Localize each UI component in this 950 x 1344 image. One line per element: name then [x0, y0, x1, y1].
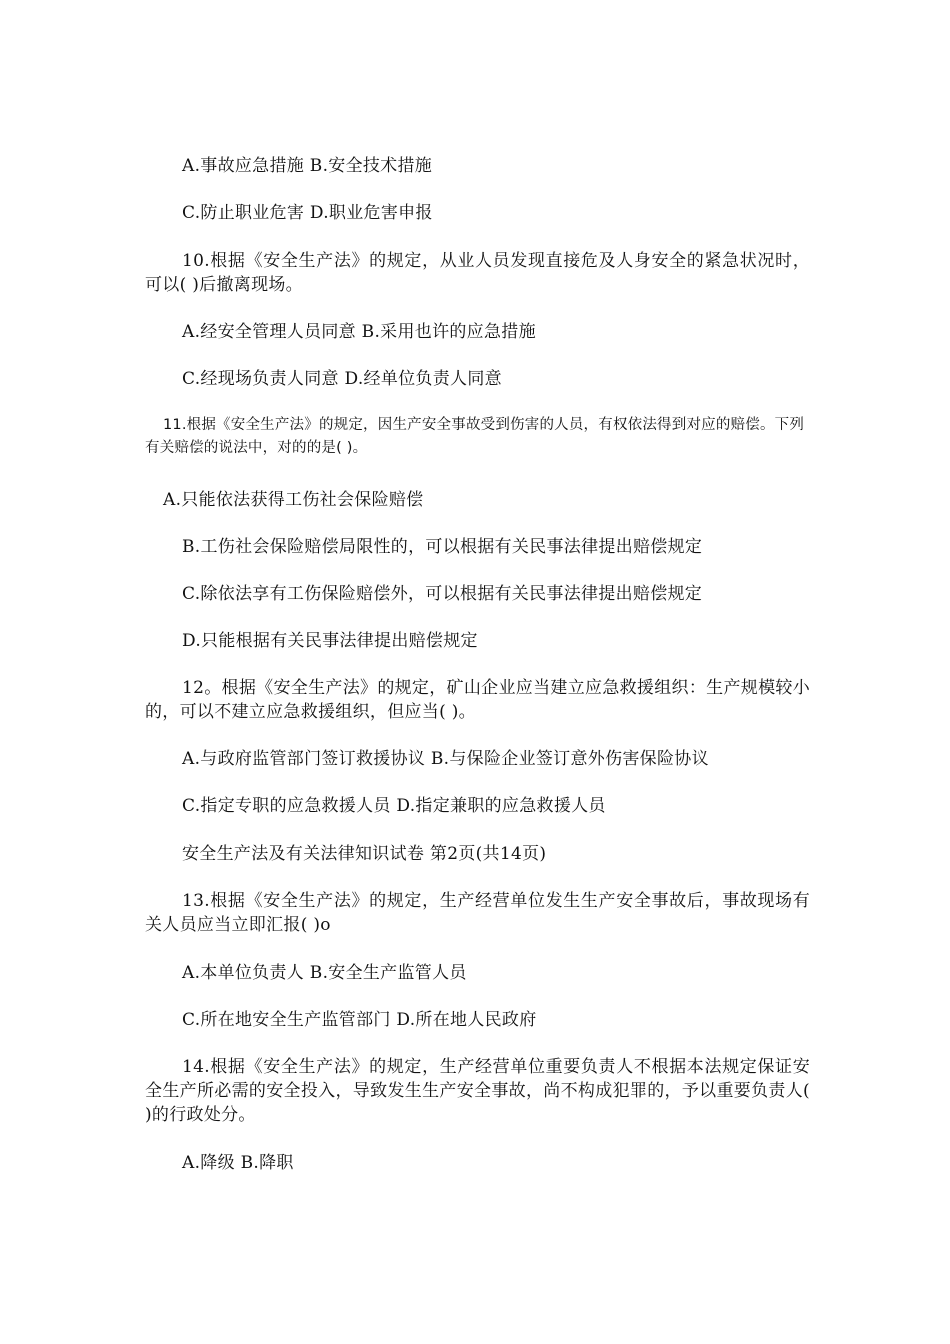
q11-option-b: B.工伤社会保险赔偿局限性的，可以根据有关民事法律提出赔偿规定	[182, 537, 703, 557]
q9-options-cd: C.防止职业危害 D.职业危害申报	[182, 203, 433, 223]
q10-options-cd: C.经现场负责人同意 D.经单位负责人同意	[182, 369, 502, 389]
q11-option-d: D.只能根据有关民事法律提出赔偿规定	[182, 631, 478, 651]
q11-option-c: C.除依法享有工伤保险赔偿外，可以根据有关民事法律提出赔偿规定	[182, 584, 703, 604]
question-11-text: 11.根据《安全生产法》的规定，因生产安全事故受到伤害的人员，有权依法得到对应的赔偿。下列有关赔偿的说法中，对的的是( )。	[145, 417, 805, 456]
question-13-text: 13.根据《安全生产法》的规定，生产经营单位发生生产安全事故后，事故现场有关人员应当立即汇报( )o	[145, 891, 810, 935]
q12-options-cd: C.指定专职的应急救援人员 D.指定兼职的应急救援人员	[182, 796, 606, 816]
q14-options-ab: A.降级 B.降职	[182, 1153, 294, 1173]
question-10-text: 10.根据《安全生产法》的规定，从业人员发现直接危及人身安全的紧急状况时，可以( )后撤离现场。	[145, 251, 810, 295]
question-11	[145, 414, 810, 460]
question-13	[145, 889, 810, 937]
question-12	[145, 676, 810, 724]
q13-options-cd: C.所在地安全生产监管部门 D.所在地人民政府	[182, 1010, 537, 1030]
q9-options-ab: A.事故应急措施 B.安全技术措施	[182, 156, 433, 176]
q11-option-a: A.只能依法获得工伤社会保险赔偿	[163, 490, 424, 510]
q13-options-ab: A.本单位负责人 B.安全生产监管人员	[182, 963, 467, 983]
question-14-text: 14.根据《安全生产法》的规定，生产经营单位重要负责人不根据本法规定保证安全生产所必需的安全投入，导致发生生产安全事故，尚不构成犯罪的，予以重要负责人( )的行政处分。	[145, 1057, 810, 1125]
question-10	[145, 249, 810, 297]
page-footer: 安全生产法及有关法律知识试卷 第2页(共14页)	[182, 844, 547, 864]
q12-options-ab: A.与政府监管部门签订救援协议 B.与保险企业签订意外伤害保险协议	[182, 749, 709, 769]
q10-options-ab: A.经安全管理人员同意 B.采用也许的应急措施	[182, 322, 536, 342]
question-14	[145, 1055, 810, 1127]
question-12-text: 12。根据《安全生产法》的规定，矿山企业应当建立应急救援组织：生产规模较小的，可以不建立应急救援组织，但应当( )。	[145, 678, 810, 722]
